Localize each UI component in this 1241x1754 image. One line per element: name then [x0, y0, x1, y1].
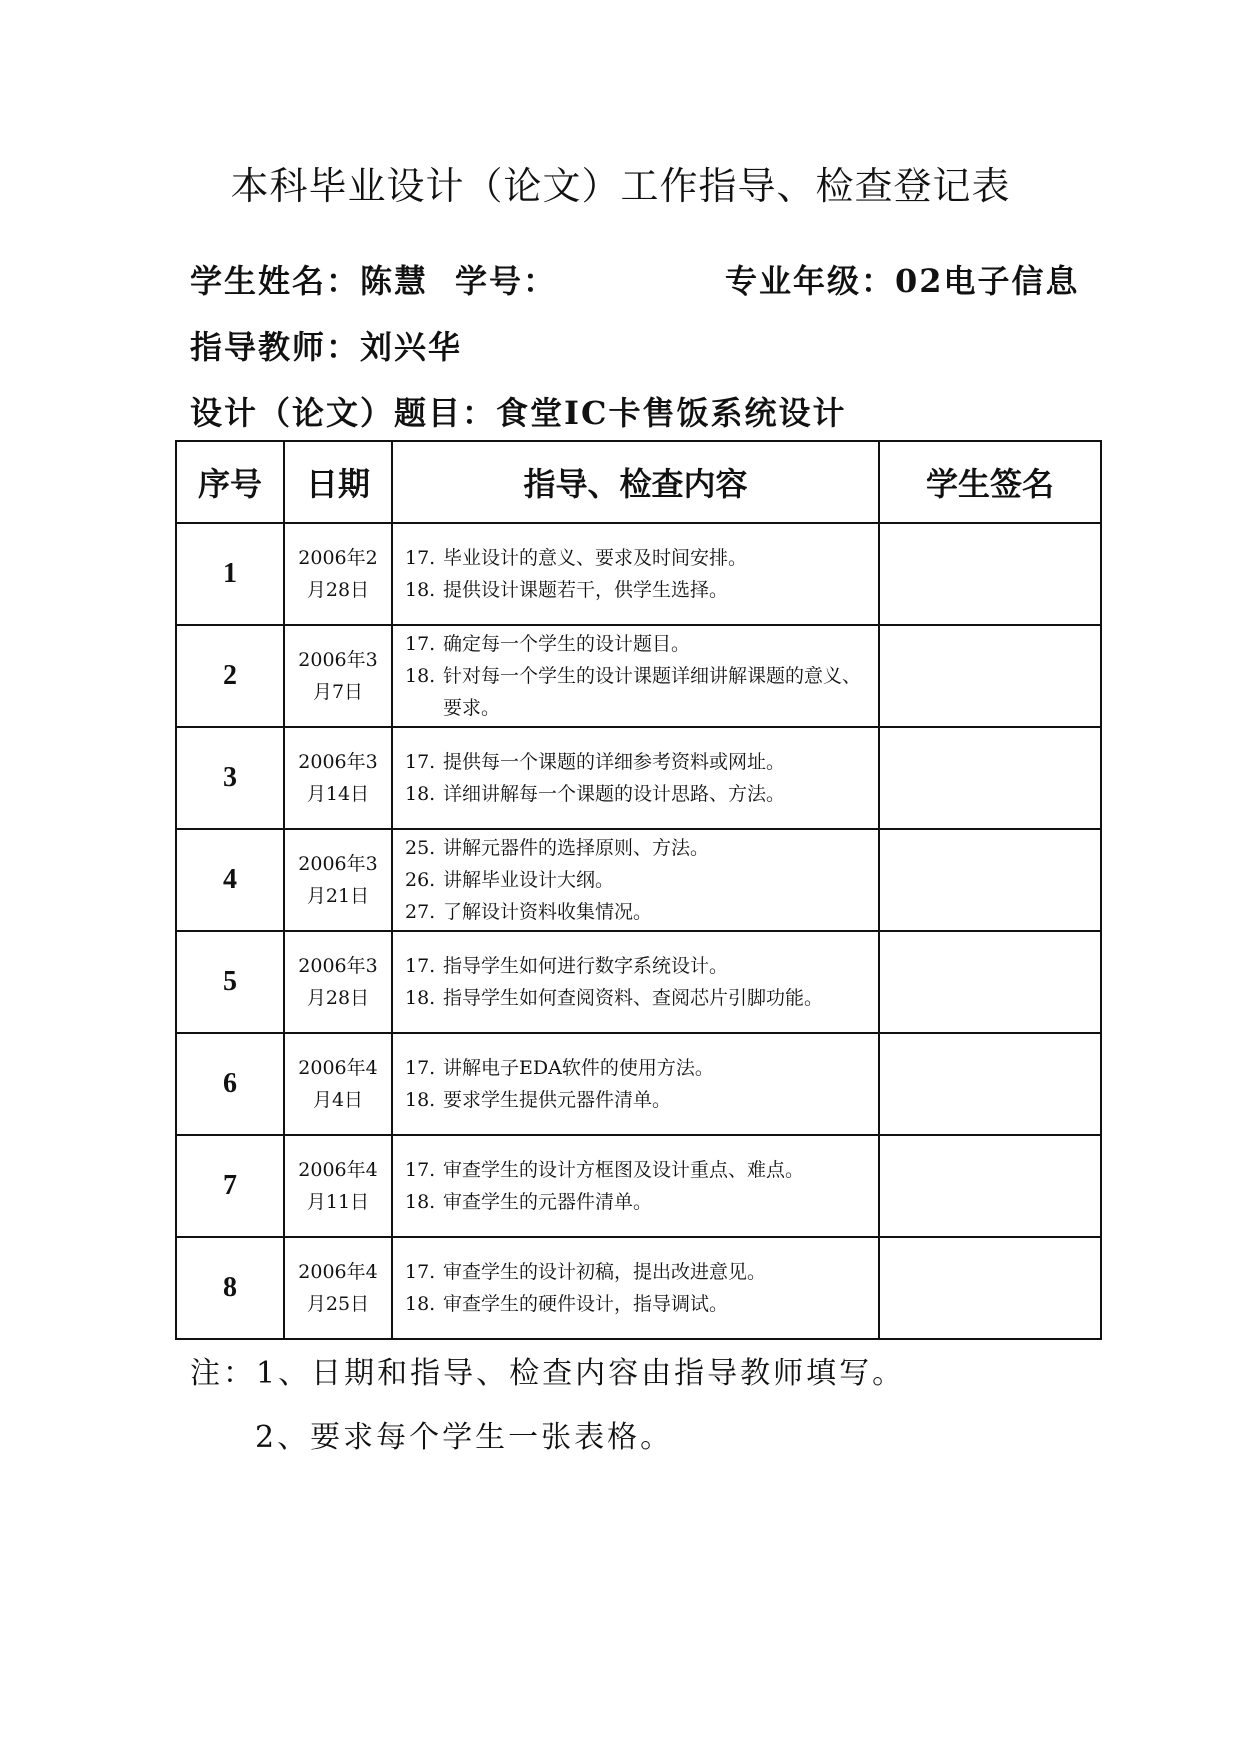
- date-part: 2006年3: [298, 649, 378, 671]
- date-part: 月21日: [306, 885, 370, 907]
- signature-cell[interactable]: [879, 727, 1101, 829]
- content-item: [405, 832, 877, 864]
- signature-cell[interactable]: [879, 1237, 1101, 1339]
- item-text: 讲解毕业设计大纲。: [443, 869, 615, 891]
- table-row: [176, 829, 1101, 931]
- item-text: 确定每一个学生的设计题目。: [443, 633, 691, 655]
- item-text: 审查学生的元器件清单。: [443, 1191, 653, 1213]
- content-item: [405, 982, 877, 1014]
- content-item: [405, 1154, 877, 1186]
- item-number: 17.: [405, 955, 436, 977]
- header-signature: 学生签名: [879, 441, 1101, 523]
- item-text: 审查学生的设计方框图及设计重点、难点。: [443, 1159, 805, 1181]
- item-number: 17.: [405, 1159, 436, 1181]
- item-text: 讲解电子EDA软件的使用方法。: [443, 1057, 714, 1079]
- content-item: [405, 1288, 877, 1320]
- content-item: [405, 950, 877, 982]
- item-text: 要求学生提供元器件清单。: [443, 1089, 672, 1111]
- signature-cell[interactable]: [879, 829, 1101, 931]
- item-number: 18.: [405, 1293, 436, 1315]
- date-part: 月11日: [306, 1191, 370, 1213]
- table-row: [176, 1033, 1101, 1135]
- item-text: 指导学生如何查阅资料、查阅芯片引脚功能。: [443, 987, 824, 1009]
- row-date: [284, 1237, 392, 1339]
- item-text: 审查学生的硬件设计，指导调试。: [443, 1293, 729, 1315]
- row-index: 2: [176, 625, 284, 727]
- item-text: 详细讲解每一个课题的设计思路、方法。: [443, 783, 786, 805]
- table-row: [176, 1135, 1101, 1237]
- content-item: [405, 1256, 877, 1288]
- table-header-row: [176, 441, 1101, 523]
- date-part: 月25日: [306, 1293, 370, 1315]
- date-part: 月4日: [312, 1089, 364, 1111]
- item-text: 提供设计课题若干，供学生选择。: [443, 579, 729, 601]
- content-item: [405, 660, 877, 724]
- advisor-name: 指导教师：刘兴华: [190, 328, 463, 366]
- row-content: [392, 931, 879, 1033]
- row-content: [392, 1237, 879, 1339]
- item-number: 17.: [405, 1261, 436, 1283]
- date-part: 月28日: [306, 987, 370, 1009]
- header-index: 序号: [176, 441, 284, 523]
- major-grade: 专业年级：02电子信息: [725, 262, 1080, 300]
- note-2: 2、要求每个学生一张表格。: [255, 1420, 674, 1455]
- form-title: 本科毕业设计（论文）工作指导、检查登记表: [230, 164, 1011, 208]
- student-name: 学生姓名：陈慧: [190, 262, 429, 300]
- student-number: 学号：: [455, 262, 558, 300]
- item-number: 18.: [405, 665, 436, 687]
- row-index: 7: [176, 1135, 284, 1237]
- item-text: 了解设计资料收集情况。: [443, 901, 653, 923]
- row-index: 5: [176, 931, 284, 1033]
- row-content: [392, 523, 879, 625]
- row-date: [284, 1033, 392, 1135]
- item-number: 18.: [405, 1089, 436, 1111]
- table-body: [176, 523, 1101, 1339]
- item-text: 讲解元器件的选择原则、方法。: [443, 837, 710, 859]
- content-item: [405, 542, 877, 574]
- row-index: 3: [176, 727, 284, 829]
- row-index: 6: [176, 1033, 284, 1135]
- signature-cell[interactable]: [879, 1033, 1101, 1135]
- row-date: [284, 625, 392, 727]
- date-part: 月7日: [312, 681, 364, 703]
- signature-cell[interactable]: [879, 625, 1101, 727]
- item-number: 18.: [405, 783, 436, 805]
- row-date: [284, 1135, 392, 1237]
- date-part: 2006年2: [298, 547, 378, 569]
- table-row: [176, 931, 1101, 1033]
- note-1: 注：1、日期和指导、检查内容由指导教师填写。: [190, 1356, 906, 1391]
- date-part: 2006年4: [298, 1261, 378, 1283]
- date-part: 2006年3: [298, 853, 378, 875]
- table-row: [176, 625, 1101, 727]
- row-content: [392, 1135, 879, 1237]
- row-date: [284, 727, 392, 829]
- row-index: 8: [176, 1237, 284, 1339]
- guidance-log-table: [175, 440, 1102, 1340]
- item-text: 提供每一个课题的详细参考资料或网址。: [443, 751, 786, 773]
- row-date: [284, 931, 392, 1033]
- content-item: [405, 778, 877, 810]
- item-text: 指导学生如何进行数字系统设计。: [443, 955, 729, 977]
- content-item: [405, 574, 877, 606]
- date-part: 2006年3: [298, 751, 378, 773]
- date-part: 2006年4: [298, 1159, 378, 1181]
- item-text: 审查学生的设计初稿，提出改进意见。: [443, 1261, 767, 1283]
- row-content: [392, 829, 879, 931]
- item-number: 27.: [405, 901, 436, 923]
- item-number: 17.: [405, 547, 436, 569]
- content-item: [405, 896, 877, 928]
- content-item: [405, 1186, 877, 1218]
- content-item: [405, 1052, 877, 1084]
- row-content: [392, 1033, 879, 1135]
- row-date: [284, 829, 392, 931]
- item-text: 针对每一个学生的设计课题详细讲解课题的意义、要求。: [443, 665, 862, 719]
- header-content: 指导、检查内容: [392, 441, 879, 523]
- item-number: 18.: [405, 987, 436, 1009]
- date-part: 月28日: [306, 579, 370, 601]
- row-content: [392, 625, 879, 727]
- date-part: 2006年4: [298, 1057, 378, 1079]
- item-number: 17.: [405, 751, 436, 773]
- date-part: 2006年3: [298, 955, 378, 977]
- item-number: 18.: [405, 579, 436, 601]
- table-row: [176, 523, 1101, 625]
- row-date: [284, 523, 392, 625]
- item-number: 25.: [405, 837, 436, 859]
- item-text: 毕业设计的意义、要求及时间安排。: [443, 547, 748, 569]
- content-item: [405, 864, 877, 896]
- content-item: [405, 1084, 877, 1116]
- table-row: [176, 1237, 1101, 1339]
- row-index: 4: [176, 829, 284, 931]
- signature-cell[interactable]: [879, 931, 1101, 1033]
- header-date: 日期: [284, 441, 392, 523]
- signature-cell[interactable]: [879, 1135, 1101, 1237]
- item-number: 17.: [405, 633, 436, 655]
- item-number: 17.: [405, 1057, 436, 1079]
- date-part: 月14日: [306, 783, 370, 805]
- signature-cell[interactable]: [879, 523, 1101, 625]
- item-number: 18.: [405, 1191, 436, 1213]
- content-item: [405, 746, 877, 778]
- content-item: [405, 628, 877, 660]
- item-number: 26.: [405, 869, 436, 891]
- row-index: 1: [176, 523, 284, 625]
- thesis-topic: 设计（论文）题目：食堂IC卡售饭系统设计: [190, 394, 847, 432]
- table-row: [176, 727, 1101, 829]
- row-content: [392, 727, 879, 829]
